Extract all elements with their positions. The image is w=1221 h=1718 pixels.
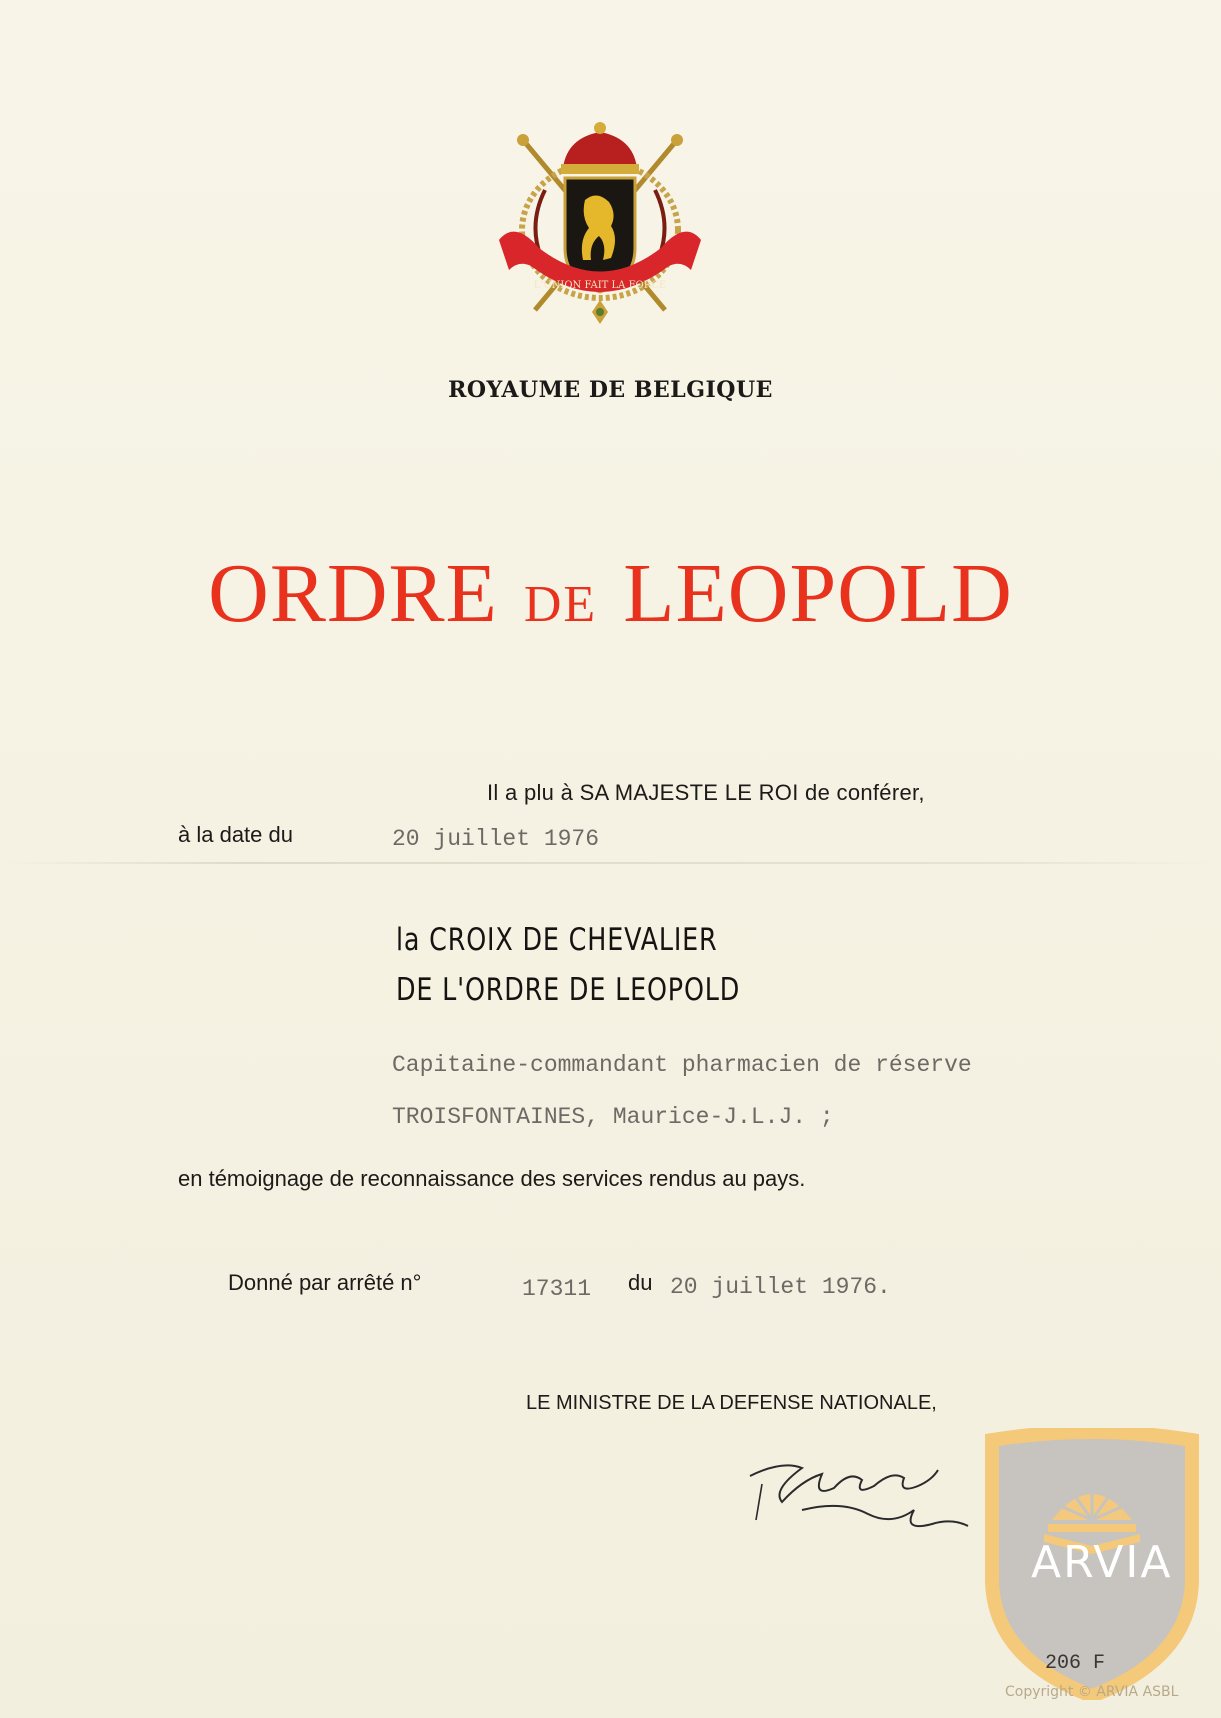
- order-title: [0, 545, 1221, 642]
- order-title-part-ordre: ORDRE: [208, 547, 498, 640]
- tribute-text: en témoignage de reconnaissance des services rendus au pays.: [178, 1166, 806, 1191]
- belgian-coat-of-arms: [485, 120, 715, 340]
- watermark-text: ARVIA: [1031, 1537, 1173, 1588]
- paper-fold-line: [0, 862, 1221, 864]
- minister-title: LE MINISTRE DE LA DEFENSE NATIONALE,: [526, 1392, 937, 1414]
- date-value: 20 juillet 1976: [392, 826, 600, 852]
- decree-number: 17311: [522, 1276, 592, 1302]
- copyright-notice: Copyright © ARVIA ASBL: [1005, 1684, 1179, 1700]
- order-title-part-de: DE: [523, 576, 598, 633]
- decree-label: Donné par arrêté n°: [228, 1270, 422, 1295]
- intro-text: Il a plu à SA MAJESTE LE ROI de conférer,: [487, 780, 925, 805]
- decoration-line-1: la CROIX DE CHEVALIER: [396, 922, 718, 958]
- recipient-rank: Capitaine-commandant pharmacien de réserve: [392, 1052, 972, 1078]
- decree-date: 20 juillet 1976.: [670, 1274, 891, 1300]
- decoration-line-2: DE L'ORDRE DE LEOPOLD: [396, 972, 741, 1008]
- date-label: à la date du: [178, 822, 293, 847]
- decree-date-label: du: [628, 1270, 653, 1295]
- recipient-name: TROISFONTAINES, Maurice-J.L.J. ;: [392, 1104, 834, 1130]
- kingdom-heading: ROYAUME DE BELGIQUE: [448, 377, 773, 403]
- crest-motto: L'UNION FAIT LA FORCE: [533, 280, 667, 291]
- form-reference: 206 F: [1045, 1652, 1106, 1675]
- minister-signature: [742, 1440, 982, 1550]
- order-title-part-leopold: LEOPOLD: [623, 547, 1013, 640]
- coat-of-arms-icon: [485, 120, 715, 340]
